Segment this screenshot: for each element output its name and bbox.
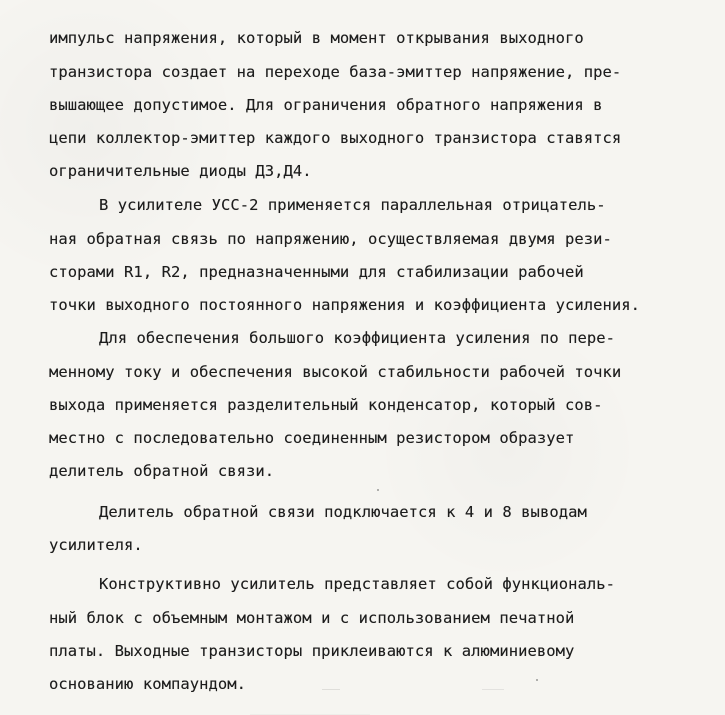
- text-line: менному току и обеспечения высокой стабильности рабочей точки: [49, 363, 622, 381]
- text-line: выхода применяется разделительный конденсатор, который сов-: [49, 396, 603, 414]
- text-line: цепи коллектор-эмиттер каждого выходного транзистора ставятся: [49, 129, 622, 147]
- paragraph-start-line: В усилителе УСС-2 применяется параллельная отрицатель-: [99, 196, 606, 214]
- text-line: усилителя.: [49, 536, 143, 554]
- faint-scan-mark: [482, 689, 504, 690]
- text-line: ная обратная связь по напряжению, осуществляемая двумя рези-: [49, 230, 612, 248]
- text-line: сторами R1, R2, предназначенными для стабилизации рабочей: [49, 263, 584, 281]
- text-line: точки выходного постоянного напряжения и коэффициента усиления.: [49, 296, 641, 314]
- text-line: ный блок с объемным монтажом и с использованием печатной: [49, 609, 575, 627]
- text-line: платы. Выходные транзисторы приклеиваются к алюминиевому: [49, 642, 575, 660]
- text-line: вышающее допустимое. Для ограничения обратного напряжения в: [49, 96, 603, 114]
- text-line: делитель обратной связи.: [49, 462, 275, 480]
- paragraph-start-line: Для обеспечения большого коэффициента усиления по пере-: [99, 329, 615, 347]
- faint-scan-mark: [322, 689, 340, 690]
- text-line: транзистора создает на переходе база-эмиттер напряжение, пре-: [49, 63, 622, 81]
- text-line: ограничительные диоды Д3,Д4.: [49, 162, 312, 180]
- text-line: импульс напряжения, который в момент открывания выходного: [49, 29, 584, 47]
- text-line: основанию компаундом.: [49, 675, 247, 693]
- text-line: местно с последовательно соединенным резистором образует: [49, 429, 575, 447]
- paragraph-start-line: Делитель обратной связи подключается к 4 и 8 выводам: [99, 503, 587, 521]
- paragraph-start-line: Конструктивно усилитель представляет собой функциональ-: [99, 575, 615, 593]
- paper-speck: [536, 679, 538, 681]
- paper-speck: [377, 489, 379, 491]
